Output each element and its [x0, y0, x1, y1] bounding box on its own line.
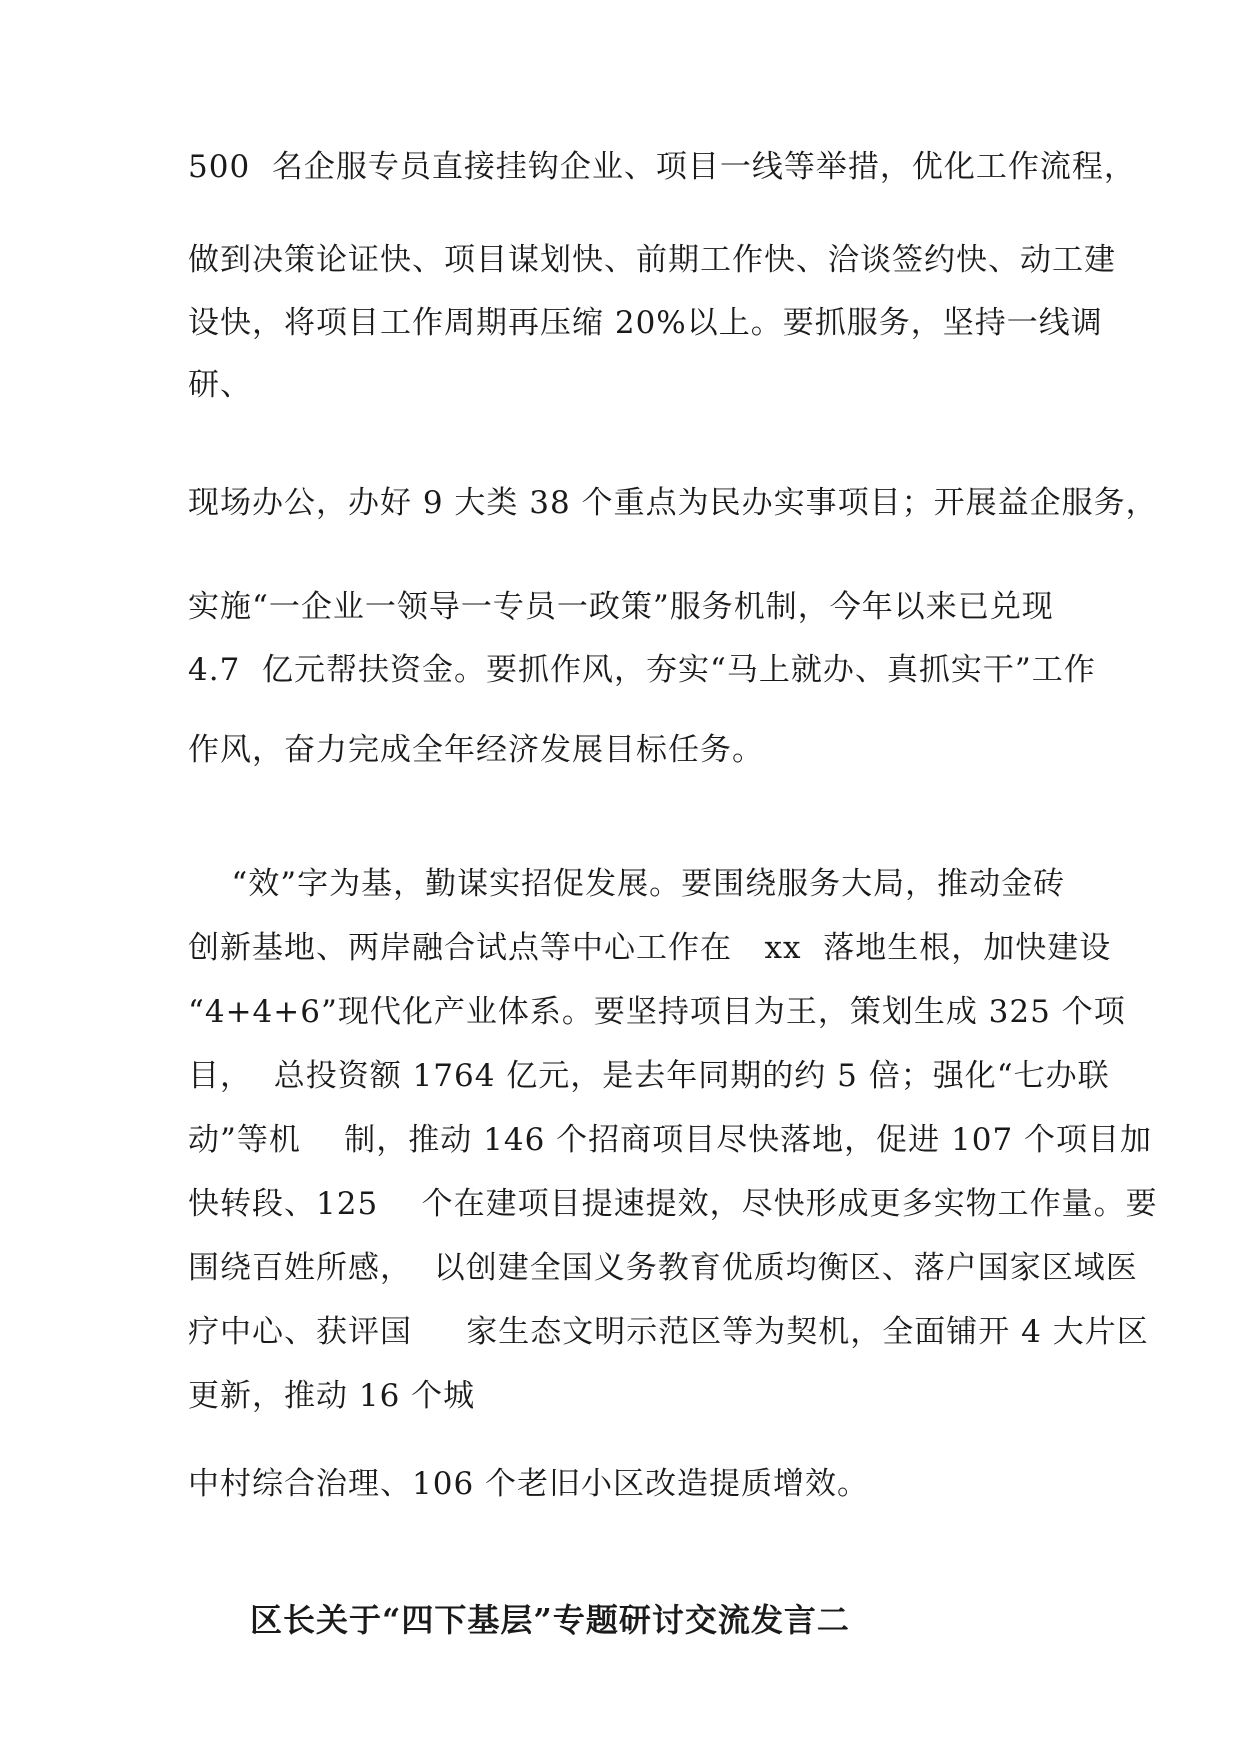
paragraph-line: 创新基地、两岸融合试点等中心工作在 xx 落地生根，加快建设	[188, 930, 1112, 966]
paragraph-line: 疗中心、获评国 家生态文明示范区等为契机，全面铺开 4 大片区	[188, 1314, 1149, 1350]
paragraph-line: “4+4+6”现代化产业体系。要坚持项目为王，策划生成 325 个项	[188, 994, 1126, 1030]
paragraph-line: 500 名企服专员直接挂钩企业、项目一线等举措，优化工作流程，	[188, 149, 1136, 185]
paragraph-line: 现场办公，办好 9 大类 38 个重点为民办实事项目；开展益企服务，	[188, 485, 1158, 521]
paragraph-line: 围绕百姓所感， 以创建全国义务教育优质均衡区、落户国家区域医	[188, 1250, 1138, 1286]
paragraph-line: 做到决策论证快、项目谋划快、前期工作快、洽谈签约快、动工建	[188, 242, 1116, 278]
section-heading: 区长关于“四下基层”专题研讨交流发言二	[250, 1601, 850, 1639]
paragraph-line: 更新，推动 16 个城	[188, 1378, 476, 1414]
paragraph-line: 实施“一企业一领导一专员一政策”服务机制，今年以来已兑现	[188, 589, 1054, 625]
paragraph-line: “效”字为基，勤谋实招促发展。要围绕服务大局，推动金砖	[188, 866, 1066, 902]
paragraph-line: 研、	[188, 367, 252, 403]
paragraph-line: 中村综合治理、106 个老旧小区改造提质增效。	[188, 1466, 870, 1502]
paragraph-line: 作风，奋力完成全年经济发展目标任务。	[188, 732, 764, 768]
paragraph-line: 4.7 亿元帮扶资金。要抓作风，夯实“马上就办、真抓实干”工作	[188, 652, 1096, 688]
paragraph-line: 设快，将项目工作周期再压缩 20%以上。要抓服务，坚持一线调	[188, 305, 1103, 341]
paragraph-line: 目， 总投资额 1764 亿元，是去年同期的约 5 倍；强化“七办联	[188, 1058, 1110, 1094]
paragraph-line: 快转段、125 个在建项目提速提效，尽快形成更多实物工作量。要	[188, 1186, 1158, 1222]
paragraph-line: 动”等机 制，推动 146 个招商项目尽快落地，促进 107 个项目加	[188, 1122, 1153, 1158]
